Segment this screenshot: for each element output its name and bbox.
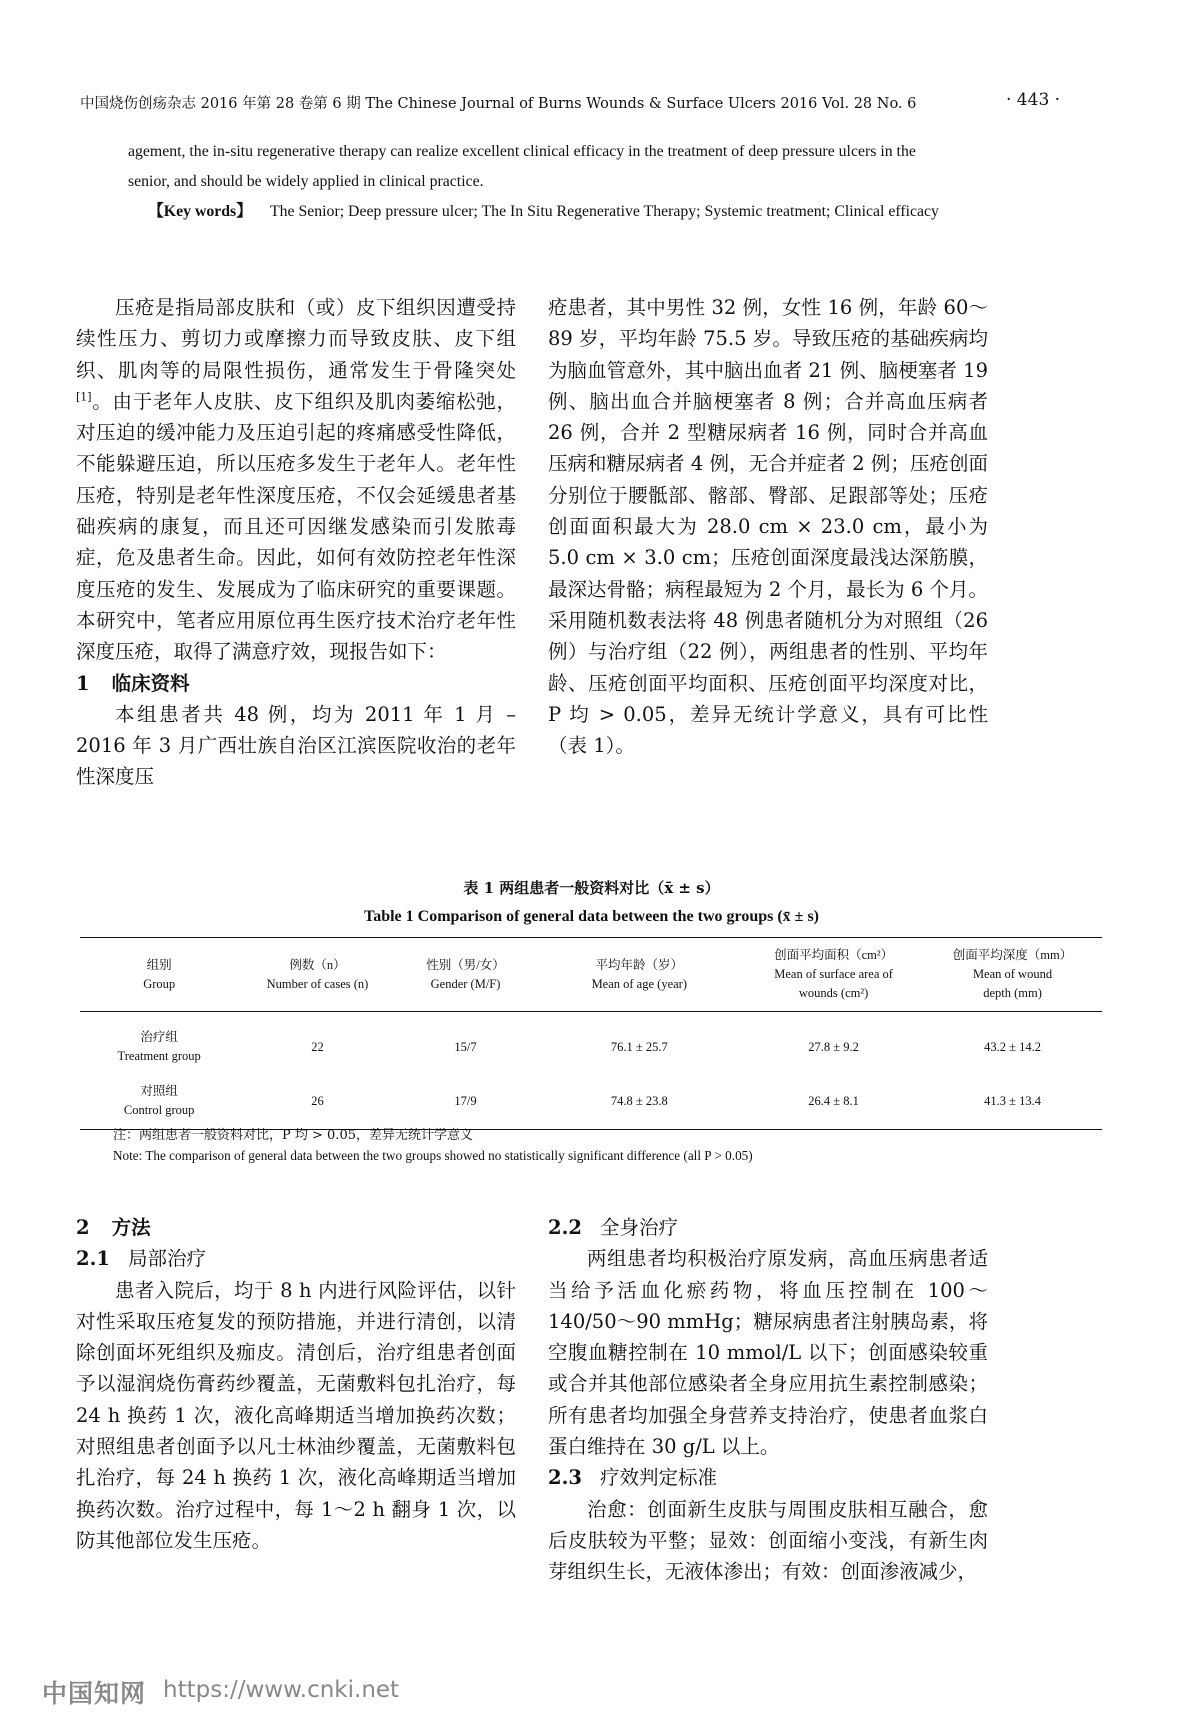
citation-ref[interactable]: [1]	[76, 390, 92, 404]
cell-area: 26.4 ± 8.1	[744, 1074, 923, 1130]
th-group: 组别 Group	[80, 938, 238, 1012]
cell-group: 治疗组 Treatment group	[117, 1030, 201, 1063]
table-note-cn: 注：两组患者一般资料对比，P 均 > 0.05，差异无统计学意义	[113, 1128, 473, 1143]
th-gender: 性别（男/女） Gender (M/F)	[397, 938, 535, 1012]
left-column-bottom	[76, 1212, 516, 1556]
cnki-logo: 中国知网	[42, 1679, 147, 1708]
section-1-paragraph-cont: 疮患者，其中男性 32 例，女性 16 例，年龄 60～89 岁，平均年龄 75.5 岁。导致压疮的基础疾病均为脑血管意外，其中脑出血者 21 例、脑梗塞者 19 例、脑出血合并脑梗塞者 8 例；合并高血压病者 26 例，合并 2 型糖尿病者 16 例，同时合并高血压病和糖尿病者 4 例，无合并症者 2 例；压疮创面分别位于腰骶部、髂部、臀部、足跟部等处；压疮创面面积最大为 28.0 cm × 23.0 cm，最小为 5.0 cm × 3.0 cm；压疮创面深度最浅达深筋膜，最深达骨骼；病程最短为 2 个月，最长为 6 个月。采用随机数表法将 48 例患者随机分为对照组（26 例）与治疗组（22 例），两组患者的性别、平均年龄、压疮创面平均面积、压疮创面平均深度对比，P 均 > 0.05，差异无统计学意义，具有可比性（表 1）。	[548, 296, 988, 758]
table-1-caption-cn: 表 1 两组患者一般资料对比（x̄ ± s）	[463, 879, 720, 897]
th-age: 平均年龄（岁） Mean of age (year)	[534, 938, 744, 1012]
section-2-2-paragraph: 两组患者均积极治疗原发病，高血压病患者适当给予活血化瘀药物，将血压控制在 100～140/50～90 mmHg；糖尿病患者注射胰岛素，将空腹血糖控制在 10 mmol/L 以下；创面感染较重或合并其他部位感染者全身应用抗生素控制感染；所有患者均加强全身营养支持治疗，使患者血浆白蛋白维持在 30 g/L 以上。	[548, 1247, 988, 1459]
section-2-1-paragraph: 患者入院后，均于 8 h 内进行风险评估，以针对性采取压疮复发的预防措施，并进行清创，以清除创面坏死组织及痂皮。清创后，治疗组患者创面予以湿润烧伤膏药纱覆盖，无菌敷料包扎治疗，每 24 h 换药 1 次，液化高峰期适当增加换药次数；对照组患者创面予以凡士林油纱覆盖，无菌敷料包扎治疗，每 24 h 换药 1 次，液化高峰期适当增加换药次数。治疗过程中，每 1～2 h 翻身 1 次，以防其他部位发生压疮。	[76, 1278, 516, 1552]
section-2-3-heading: 2.3 疗效判定标准	[548, 1466, 717, 1490]
cell-n: 22	[311, 1039, 324, 1054]
section-2-3-paragraph: 治愈：创面新生皮肤与周围皮肤相互融合，愈后皮肤较为平整；显效：创面缩小变浅，有新生肉芽组织生长，无液体渗出；有效：创面渗液减少，	[548, 1497, 988, 1584]
cell-gender: 15/7	[454, 1039, 477, 1054]
cell-age: 74.8 ± 23.8	[534, 1074, 744, 1130]
cell-gender: 17/9	[397, 1074, 535, 1130]
table-row	[80, 1074, 1102, 1130]
page-number: · 443 ·	[1006, 90, 1061, 110]
cell-depth: 41.3 ± 13.4	[923, 1074, 1102, 1130]
running-header: 中国烧伤创疡杂志 2016 年第 28 卷第 6 期 The Chinese Journal of Burns Wounds & Surface Ulcers 2016 Vol. 28 No. 6	[80, 96, 917, 112]
table-note-en: Note: The comparison of general data between the two groups showed no statistically significant difference (all P > 0.05)	[113, 1148, 753, 1163]
cell-n: 26	[238, 1074, 396, 1130]
abstract-line-1: agement, the in-situ regenerative therapy can realize excellent clinical efficacy in the treatment of deep pressure ulcers in the	[128, 143, 916, 160]
cnki-url[interactable]: https://www.cnki.net	[163, 1677, 400, 1703]
table-1	[80, 937, 1102, 1130]
cell-area: 27.8 ± 9.2	[808, 1039, 859, 1054]
left-column-top	[76, 292, 516, 793]
cell-group: 对照组 Control group	[80, 1074, 238, 1130]
cell-age: 76.1 ± 25.7	[610, 1039, 668, 1054]
section-1-paragraph: 本组患者共 48 例，均为 2011 年 1 月 –2016 年 3 月广西壮族自治区江滨医院收治的老年性深度压	[76, 702, 516, 789]
section-2-heading: 2 方法	[76, 1216, 151, 1239]
keywords-label: 【Key words】	[148, 203, 252, 220]
abstract-tail	[128, 137, 1088, 227]
abstract-line-2: senior, and should be widely applied in clinical practice.	[128, 173, 484, 190]
table-1-caption-en: Table 1 Comparison of general data between the two groups (x̄ ± s)	[364, 908, 819, 925]
section-2-2-heading: 2.2 全身治疗	[548, 1216, 678, 1239]
th-area: 创面平均面积（cm²） Mean of surface area of wounds (cm²)	[744, 938, 923, 1012]
keywords	[128, 197, 1088, 227]
th-cases: 例数（n） Number of cases (n)	[238, 938, 396, 1012]
th-depth: 创面平均深度（mm） Mean of wound depth (mm)	[923, 938, 1102, 1012]
section-1-heading: 1 临床资料	[76, 671, 190, 695]
cell-depth: 43.2 ± 14.2	[984, 1039, 1041, 1054]
right-column-bottom	[548, 1212, 988, 1588]
intro-paragraph: 压疮是指局部皮肤和（或）皮下组织因遭受持续性压力、剪切力或摩擦力而导致皮肤、皮下组织、肌肉等的局限性损伤，通常发生于骨隆突处[1]。由于老年人皮肤、皮下组织及肌肉萎缩松弛，对压迫的缓冲能力及压迫引起的疼痛感受性降低，不能躲避压迫，所以压疮多发生于老年人。老年性压疮，特别是老年性深度压疮，不仅会延缓患者基础疾病的康复，而且还可因继发感染而引发脓毒症，危及患者生命。因此，如何有效防控老年性深度压疮的发生、发展成为了临床研究的重要课题。本研究中，笔者应用原位再生医疗技术治疗老年性深度压疮，取得了满意疗效，现报告如下：	[76, 296, 516, 664]
section-2-1-heading: 2.1 局部治疗	[76, 1247, 206, 1271]
table-header-row	[80, 938, 1102, 1012]
keywords-text: The Senior; Deep pressure ulcer; The In Situ Regenerative Therapy; Systemic treatment; Clinical efficacy	[269, 203, 939, 220]
table-row	[80, 1012, 1102, 1075]
right-column-top	[548, 292, 988, 761]
